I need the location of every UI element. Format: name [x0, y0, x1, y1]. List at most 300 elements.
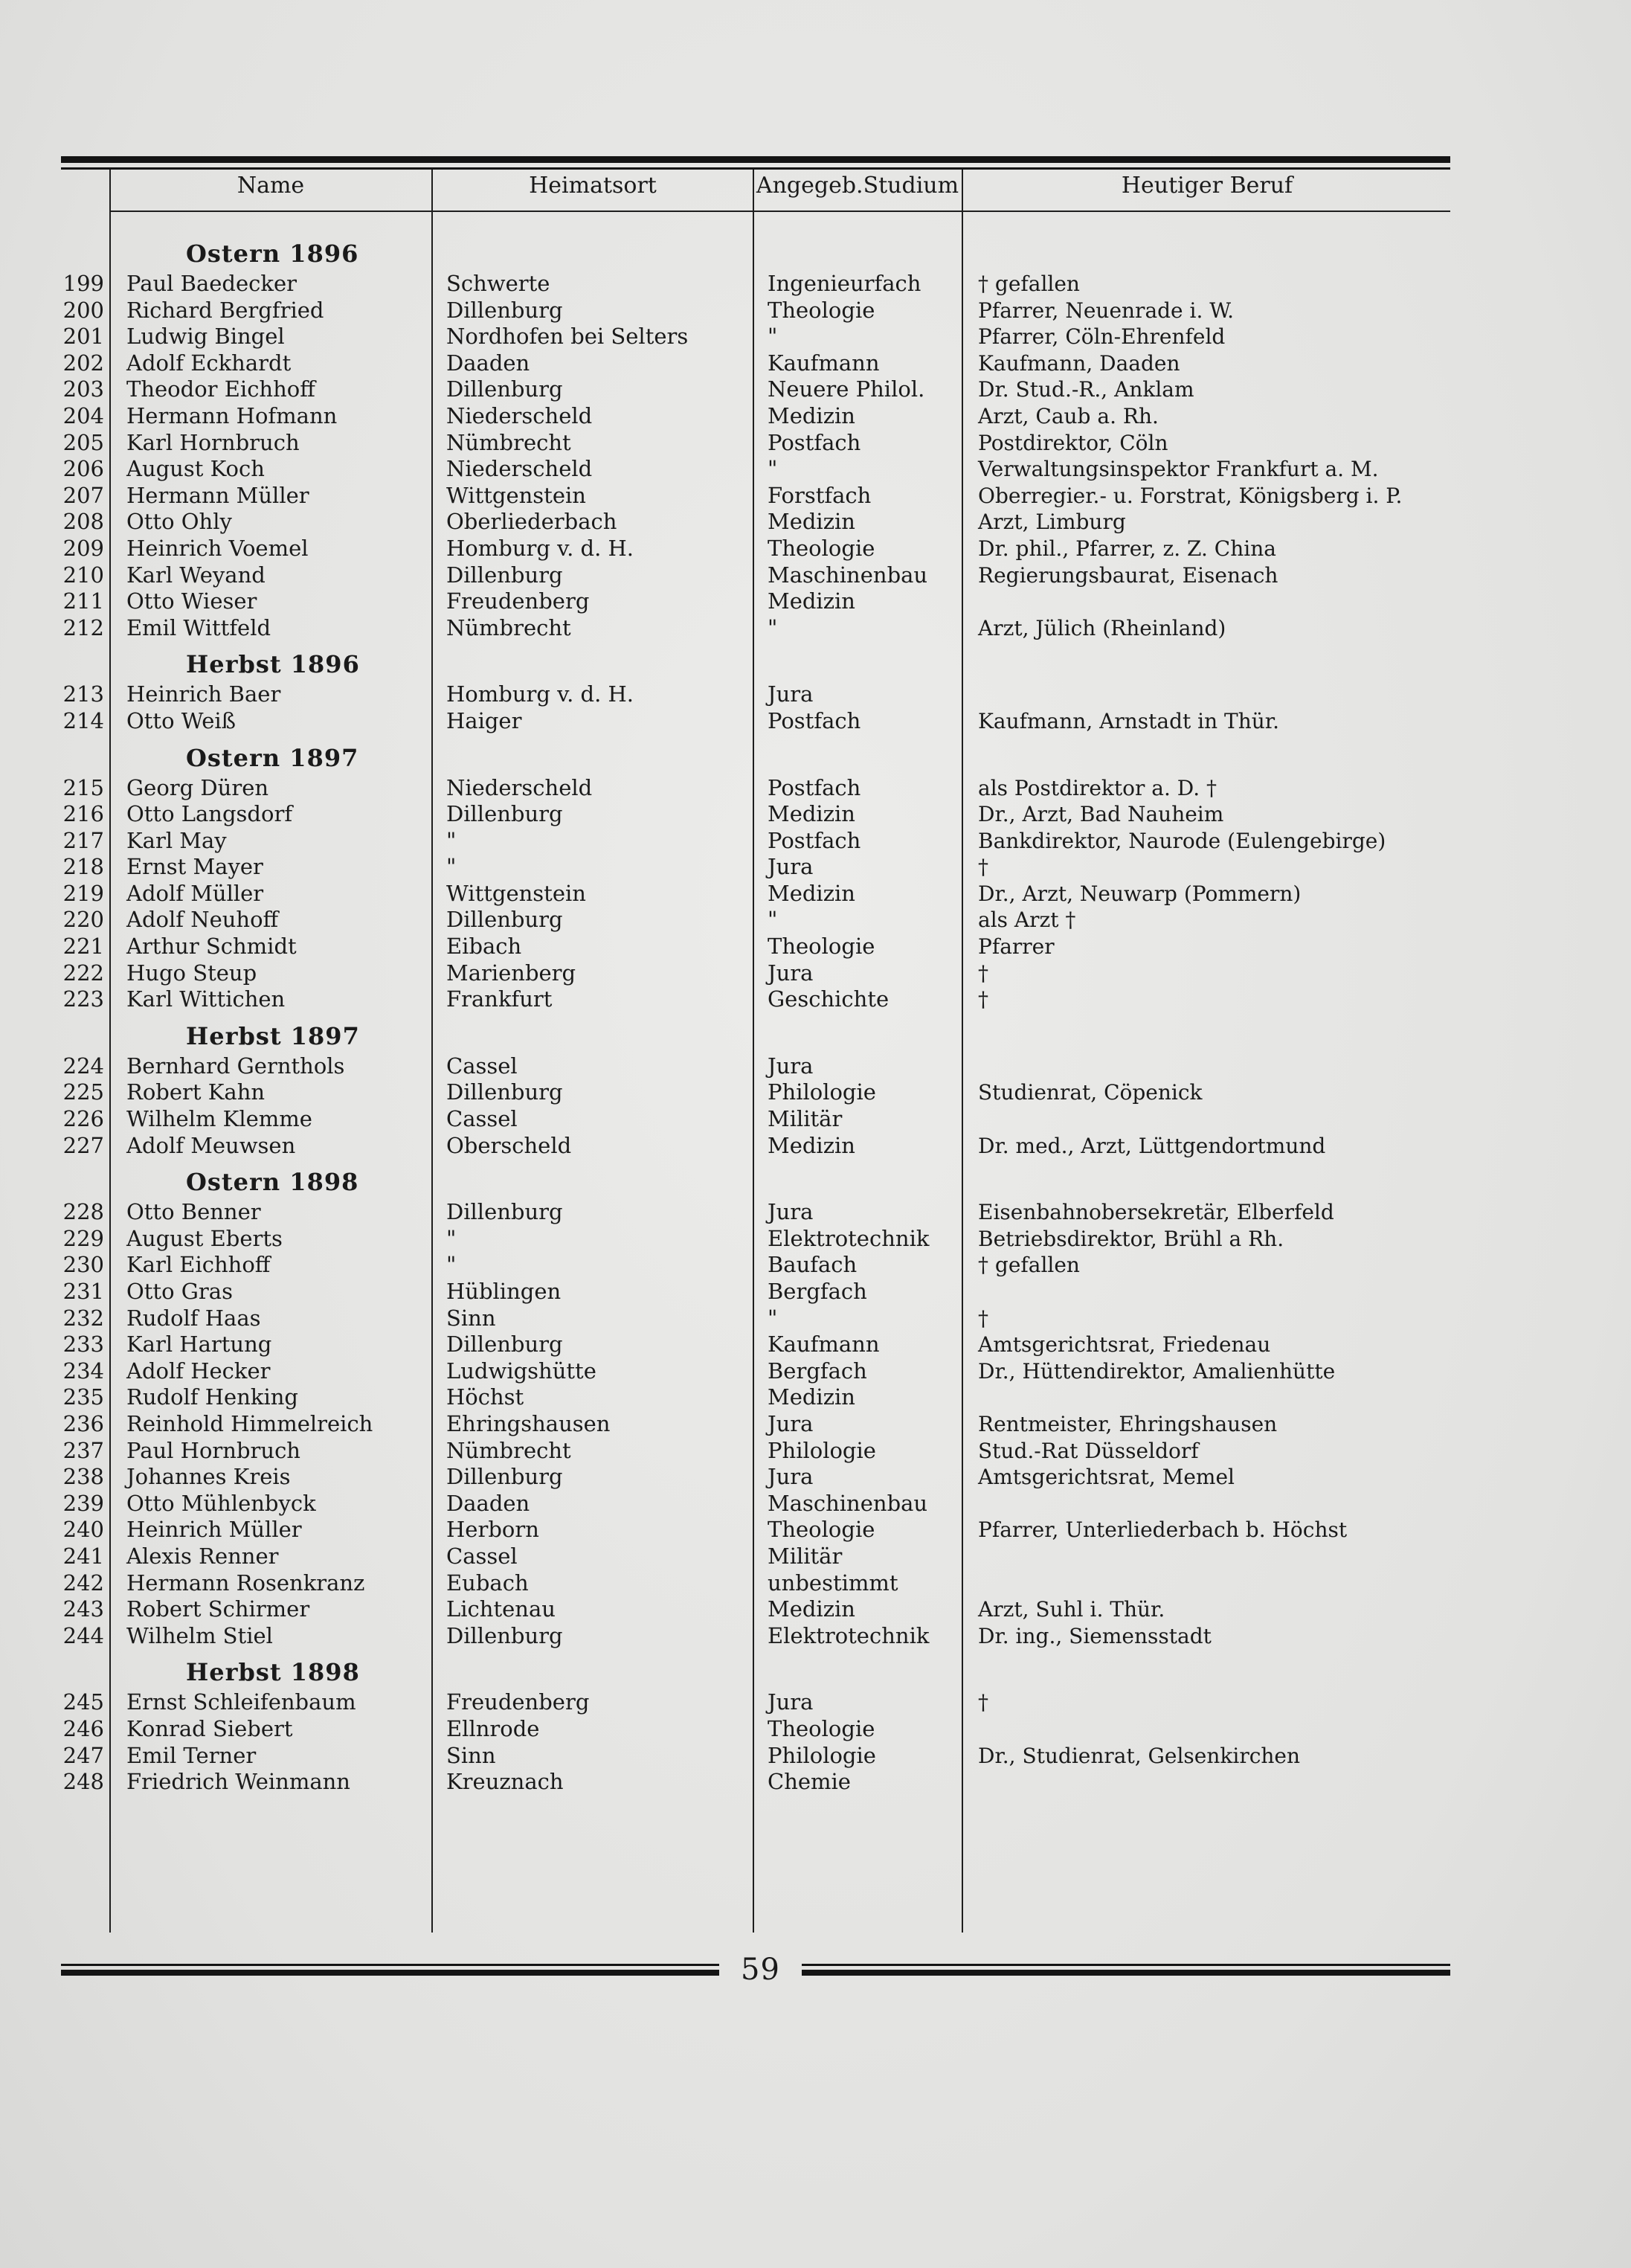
entry-name: Adolf Hecker [126, 1358, 271, 1384]
entry-hometown: Homburg v. d. H. [446, 681, 634, 707]
entry-number: 213 [62, 681, 104, 707]
entry-number: 241 [62, 1543, 104, 1569]
table-row [0, 1491, 1631, 1517]
entry-number: 201 [62, 324, 104, 350]
entry-name: Otto Wieser [126, 588, 257, 614]
entry-number: 214 [62, 707, 104, 733]
entry-hometown: Nümbrecht [446, 1437, 571, 1463]
entry-study: Philologie [768, 1437, 876, 1463]
entry-name: Konrad Siebert [126, 1715, 293, 1741]
entry-number: 216 [62, 801, 104, 827]
entry-name: Robert Schirmer [126, 1596, 310, 1622]
entry-number: 229 [62, 1225, 104, 1251]
entry-profession: † gefallen [978, 272, 1080, 296]
entry-name: Ernst Schleifenbaum [126, 1689, 356, 1715]
entry-hometown: Nümbrecht [446, 614, 571, 640]
entry-name: Otto Weiß [126, 707, 237, 733]
entry-profession: Dr. med., Arzt, Lüttgendortmund [978, 1133, 1326, 1158]
table-row [0, 1279, 1631, 1305]
entry-study: Jura [768, 1199, 814, 1225]
entry-profession: Kaufmann, Daaden [978, 350, 1180, 376]
table-row [0, 376, 1631, 403]
entry-number: 224 [62, 1053, 104, 1079]
entry-profession: Studienrat, Cöpenick [978, 1080, 1203, 1105]
table-row [0, 1384, 1631, 1411]
entry-hometown: Eubach [446, 1570, 529, 1596]
entry-study: Medizin [768, 1384, 855, 1410]
entry-profession: † [978, 960, 988, 986]
entry-hometown: Cassel [446, 1543, 518, 1569]
entry-name: Reinhold Himmelreich [126, 1410, 373, 1436]
entry-study: Jura [768, 854, 814, 880]
entry-hometown: Dillenburg [446, 376, 563, 402]
entry-number: 210 [62, 562, 104, 588]
entry-number: 221 [62, 934, 104, 960]
entry-profession: Betriebsdirektor, Brühl a Rh. [978, 1226, 1284, 1251]
entry-hometown: Sinn [446, 1742, 496, 1768]
table-row [0, 456, 1631, 483]
table-row [0, 1053, 1631, 1080]
table-row [0, 1199, 1631, 1226]
entry-name: Hugo Steup [126, 960, 257, 986]
entry-hometown: Cassel [446, 1106, 518, 1132]
table-row [0, 350, 1631, 377]
semester-heading: Ostern 1898 [186, 1168, 359, 1197]
entry-study: Bergfach [768, 1279, 867, 1304]
entry-study: Neuere Philol. [768, 376, 925, 402]
entry-profession: Pfarrer, Neuenrade i. W. [978, 298, 1235, 323]
entry-name: Otto Gras [126, 1279, 233, 1304]
entry-name: Rudolf Haas [126, 1305, 261, 1331]
entry-profession: Pfarrer, Unterliederbach b. Höchst [978, 1517, 1348, 1543]
entry-study: Jura [768, 1464, 814, 1490]
table-row [0, 403, 1631, 430]
entry-number: 240 [62, 1517, 104, 1543]
page-number: 59 [741, 1953, 780, 1987]
entry-number: 203 [62, 376, 104, 402]
entry-study: Theologie [768, 934, 875, 960]
entry-name: Arthur Schmidt [126, 934, 297, 960]
entry-hometown: Dillenburg [446, 1199, 563, 1225]
entry-profession: Dr., Hüttendirektor, Amalienhütte [978, 1358, 1336, 1384]
table-row [0, 907, 1631, 934]
entry-number: 239 [62, 1490, 104, 1516]
entry-study: " [768, 324, 778, 350]
entry-number: 235 [62, 1384, 104, 1410]
entry-hometown: Cassel [446, 1053, 518, 1079]
entry-study: Philologie [768, 1742, 876, 1768]
entry-number: 234 [62, 1358, 104, 1384]
entry-hometown: Lichtenau [446, 1596, 556, 1622]
entry-hometown: Schwerte [446, 271, 550, 296]
table-row [0, 1769, 1631, 1796]
entry-number: 207 [62, 482, 104, 508]
entry-number: 211 [62, 588, 104, 614]
entry-number: 238 [62, 1464, 104, 1490]
entry-number: 215 [62, 774, 104, 800]
entry-profession: † [978, 1305, 988, 1331]
entry-study: Jura [768, 681, 814, 707]
entry-number: 233 [62, 1331, 104, 1358]
semester-heading: Herbst 1898 [186, 1658, 360, 1687]
entry-study: Chemie [768, 1769, 851, 1795]
entry-study: Medizin [768, 880, 855, 906]
table-row [0, 1305, 1631, 1332]
bottom-left-thick [61, 1970, 719, 1976]
entry-number: 237 [62, 1437, 104, 1463]
entry-hometown: Oberliederbach [446, 509, 617, 535]
entry-name: Hermann Rosenkranz [126, 1570, 365, 1596]
entry-hometown: " [446, 1225, 457, 1251]
entry-name: Friedrich Weinmann [126, 1769, 350, 1795]
table-row [0, 934, 1631, 960]
table-row [0, 1358, 1631, 1385]
entry-name: Hermann Hofmann [126, 402, 338, 428]
entry-profession: Regierungsbaurat, Eisenach [978, 562, 1278, 588]
entry-hometown: Sinn [446, 1305, 496, 1331]
bottom-right-thin [802, 1964, 1450, 1966]
header-name: Name [237, 173, 305, 199]
entry-hometown: Hüblingen [446, 1279, 562, 1304]
entry-name: Adolf Eckhardt [126, 350, 292, 376]
entry-name: Johannes Kreis [126, 1464, 291, 1490]
entry-number: 243 [62, 1596, 104, 1622]
entry-number: 236 [62, 1410, 104, 1436]
entry-hometown: Ludwigshütte [446, 1358, 596, 1384]
table-row [0, 1079, 1631, 1106]
table-row [0, 588, 1631, 615]
entry-study: Postfach [768, 707, 861, 733]
entry-number: 225 [62, 1079, 104, 1105]
entry-profession: Amtsgerichtsrat, Memel [978, 1465, 1235, 1490]
entry-profession: Arzt, Limburg [978, 510, 1126, 535]
entry-name: Hermann Müller [126, 482, 309, 508]
entry-number: 228 [62, 1199, 104, 1225]
entry-profession: Postdirektor, Cöln [978, 430, 1168, 455]
table-row [0, 298, 1631, 324]
entry-number: 242 [62, 1570, 104, 1596]
entry-name: Heinrich Müller [126, 1517, 302, 1543]
entry-number: 218 [62, 854, 104, 880]
entry-name: August Eberts [126, 1225, 283, 1251]
entry-name: Otto Mühlenbyck [126, 1490, 316, 1516]
entry-profession: Stud.-Rat Düsseldorf [978, 1438, 1199, 1463]
table-row [0, 1411, 1631, 1438]
entry-hometown: Dillenburg [446, 1464, 563, 1490]
entry-hometown: Nümbrecht [446, 429, 571, 455]
entry-name: Karl Hornbruch [126, 429, 300, 455]
entry-profession: Eisenbahnobersekretär, Elberfeld [978, 1200, 1334, 1225]
entry-name: Wilhelm Stiel [126, 1622, 273, 1648]
entry-name: Georg Düren [126, 774, 269, 800]
entry-profession: Dr., Arzt, Neuwarp (Pommern) [978, 881, 1302, 906]
table-row [0, 1252, 1631, 1279]
entry-number: 204 [62, 402, 104, 428]
semester-heading: Herbst 1896 [186, 650, 360, 679]
entry-number: 231 [62, 1279, 104, 1304]
entry-study: Jura [768, 960, 814, 986]
entry-number: 219 [62, 880, 104, 906]
entry-hometown: Wittgenstein [446, 880, 586, 906]
entry-number: 226 [62, 1106, 104, 1132]
entry-profession: Arzt, Caub a. Rh. [978, 403, 1159, 428]
entry-study: Militär [768, 1543, 843, 1569]
entry-name: Theodor Eichhoff [126, 376, 315, 402]
table-row [0, 1743, 1631, 1770]
bottom-rule-left [61, 1964, 719, 1976]
entry-profession: † [978, 987, 988, 1012]
entry-study: Ingenieurfach [768, 271, 921, 296]
table-row [0, 986, 1631, 1013]
entry-profession: Dr. ing., Siemensstadt [978, 1623, 1212, 1648]
entry-profession: Oberregier.- u. Forstrat, Königsberg i. P. [978, 483, 1403, 508]
entry-study: Jura [768, 1689, 814, 1715]
entry-study: Theologie [768, 297, 875, 323]
entry-number: 217 [62, 827, 104, 853]
entry-hometown: Dillenburg [446, 907, 563, 933]
entry-number: 230 [62, 1252, 104, 1278]
entry-hometown: Oberscheld [446, 1132, 572, 1158]
entry-study: Maschinenbau [768, 562, 928, 588]
entry-number: 232 [62, 1305, 104, 1331]
entry-hometown: " [446, 827, 457, 853]
entry-study: Postfach [768, 774, 861, 800]
semester-heading: Herbst 1897 [186, 1021, 360, 1050]
entry-profession: Verwaltungsinspektor Frankfurt a. M. [978, 457, 1379, 482]
entry-study: Theologie [768, 1715, 875, 1741]
entry-hometown: Daaden [446, 350, 530, 376]
entry-name: Karl Hartung [126, 1331, 272, 1358]
table-row [0, 271, 1631, 298]
entry-study: Baufach [768, 1252, 858, 1278]
entry-name: Ludwig Bingel [126, 324, 285, 350]
entry-profession: † gefallen [978, 1253, 1080, 1278]
entry-name: Paul Hornbruch [126, 1437, 300, 1463]
entry-study: Geschichte [768, 986, 890, 1012]
top-rule-thin [61, 167, 1450, 170]
entry-name: Otto Benner [126, 1199, 261, 1225]
entry-study: Medizin [768, 588, 855, 614]
entry-study: Medizin [768, 1132, 855, 1158]
entry-hometown: " [446, 1252, 457, 1278]
entry-study: Elektrotechnik [768, 1225, 930, 1251]
semester-heading: Ostern 1897 [186, 743, 359, 772]
table-row [0, 1570, 1631, 1597]
entry-profession: Pfarrer [978, 934, 1055, 960]
table-body [0, 231, 1631, 1796]
header-home: Heimatsort [529, 173, 657, 199]
entry-name: Adolf Müller [126, 880, 264, 906]
top-rule-thick [61, 156, 1450, 163]
entry-profession: † [978, 1690, 988, 1715]
entry-hometown: Dillenburg [446, 1622, 563, 1648]
entry-study: Militär [768, 1106, 843, 1132]
entry-hometown: Niederscheld [446, 774, 593, 800]
entry-study: Theologie [768, 535, 875, 561]
entry-hometown: Dillenburg [446, 297, 563, 323]
entry-name: August Koch [126, 456, 265, 482]
entry-name: Richard Bergfried [126, 297, 324, 323]
entry-number: 227 [62, 1132, 104, 1158]
table-row [0, 483, 1631, 510]
entry-hometown: Freudenberg [446, 1689, 590, 1715]
entry-number: 246 [62, 1715, 104, 1741]
entry-hometown: Dillenburg [446, 1331, 563, 1358]
table-row [0, 881, 1631, 907]
entry-hometown: Eibach [446, 934, 522, 960]
entry-number: 245 [62, 1689, 104, 1715]
entry-number: 199 [62, 271, 104, 296]
entry-hometown: Ehringshausen [446, 1410, 611, 1436]
entry-study: Jura [768, 1053, 814, 1079]
entry-hometown: Höchst [446, 1384, 524, 1410]
entry-profession: Arzt, Jülich (Rheinland) [978, 615, 1226, 640]
entry-name: Otto Langsdorf [126, 801, 293, 827]
table-row [0, 775, 1631, 802]
header-rule [109, 211, 1450, 212]
bottom-rule-right [802, 1964, 1450, 1976]
entry-study: " [768, 1305, 778, 1331]
entry-hometown: Kreuznach [446, 1769, 564, 1795]
entry-number: 212 [62, 614, 104, 640]
entry-study: Theologie [768, 1517, 875, 1543]
entry-hometown: Nordhofen bei Selters [446, 324, 689, 350]
entry-hometown: Marienberg [446, 960, 576, 986]
table-row [0, 1623, 1631, 1650]
entry-study: Medizin [768, 402, 855, 428]
entry-number: 222 [62, 960, 104, 986]
entry-study: Kaufmann [768, 1331, 880, 1358]
entry-study: Kaufmann [768, 350, 880, 376]
entry-number: 200 [62, 297, 104, 323]
entry-hometown: Wittgenstein [446, 482, 586, 508]
table-row [0, 615, 1631, 642]
entry-study: Medizin [768, 509, 855, 535]
entry-name: Karl Eichhoff [126, 1252, 271, 1278]
table-row [0, 1716, 1631, 1743]
table-row [0, 1689, 1631, 1716]
entry-study: " [768, 614, 778, 640]
entry-name: Bernhard Gernthols [126, 1053, 345, 1079]
table-row [0, 1331, 1631, 1358]
entry-hometown: Dillenburg [446, 562, 563, 588]
entry-hometown: Niederscheld [446, 456, 593, 482]
entry-number: 209 [62, 535, 104, 561]
entry-number: 247 [62, 1742, 104, 1768]
entry-name: Heinrich Voemel [126, 535, 309, 561]
entry-study: " [768, 907, 778, 933]
entry-study: Philologie [768, 1079, 876, 1105]
entry-profession: Amtsgerichtsrat, Friedenau [978, 1332, 1271, 1358]
bottom-left-thin [61, 1964, 719, 1966]
table-header [112, 173, 1450, 205]
table-row [0, 1438, 1631, 1465]
header-job: Heutiger Beruf [1121, 173, 1293, 199]
table-row [0, 854, 1631, 881]
entry-name: Robert Kahn [126, 1079, 266, 1105]
entry-name: Rudolf Henking [126, 1384, 298, 1410]
entry-study: Jura [768, 1410, 814, 1436]
entry-study: unbestimmt [768, 1570, 898, 1596]
entry-study: Medizin [768, 801, 855, 827]
table-row [0, 509, 1631, 536]
table-row [0, 1226, 1631, 1253]
entry-name: Alexis Renner [126, 1543, 279, 1569]
entry-study: Forstfach [768, 482, 872, 508]
entry-name: Adolf Meuwsen [126, 1132, 296, 1158]
entry-hometown: Frankfurt [446, 986, 553, 1012]
entry-number: 205 [62, 429, 104, 455]
entry-name: Karl Wittichen [126, 986, 286, 1012]
entry-profession: † [978, 855, 988, 880]
entry-number: 223 [62, 986, 104, 1012]
entry-name: Adolf Neuhoff [126, 907, 279, 933]
table-row [0, 708, 1631, 735]
entry-study: " [768, 456, 778, 482]
entry-profession: Dr., Arzt, Bad Nauheim [978, 802, 1224, 827]
table-row [0, 324, 1631, 350]
table-row [0, 1106, 1631, 1133]
entry-study: Bergfach [768, 1358, 867, 1384]
entry-hometown: Niederscheld [446, 402, 593, 428]
entry-name: Wilhelm Klemme [126, 1106, 312, 1132]
entry-hometown: Haiger [446, 707, 522, 733]
entry-name: Karl Weyand [126, 562, 266, 588]
entry-name: Emil Wittfeld [126, 614, 271, 640]
entry-profession: als Postdirektor a. D. † [978, 775, 1217, 800]
table-row [0, 430, 1631, 457]
entry-hometown: Homburg v. d. H. [446, 535, 634, 561]
table-row [0, 1543, 1631, 1570]
entry-profession: Dr. phil., Pfarrer, z. Z. China [978, 536, 1276, 561]
entry-number: 202 [62, 350, 104, 376]
entry-hometown: Herborn [446, 1517, 539, 1543]
entry-profession: Rentmeister, Ehringshausen [978, 1411, 1278, 1436]
entry-number: 206 [62, 456, 104, 482]
entry-profession: Dr., Studienrat, Gelsenkirchen [978, 1743, 1301, 1768]
table-row [0, 681, 1631, 708]
entry-study: Maschinenbau [768, 1490, 928, 1516]
table-row [0, 1517, 1631, 1543]
top-double-rule [61, 156, 1450, 170]
entry-study: Elektrotechnik [768, 1622, 930, 1648]
entry-profession: Kaufmann, Arnstadt in Thür. [978, 708, 1279, 733]
entry-profession: Dr. Stud.-R., Anklam [978, 377, 1194, 402]
entry-number: 208 [62, 509, 104, 535]
entry-hometown: Daaden [446, 1490, 530, 1516]
table-row [0, 960, 1631, 987]
entry-number: 248 [62, 1769, 104, 1795]
table-row [0, 1596, 1631, 1623]
entry-profession: Arzt, Suhl i. Thür. [978, 1597, 1165, 1622]
table-row [0, 536, 1631, 562]
entry-name: Ernst Mayer [126, 854, 263, 880]
table-row [0, 1464, 1631, 1491]
entry-profession: als Arzt † [978, 907, 1076, 933]
table-row [0, 1133, 1631, 1160]
table-row [0, 562, 1631, 589]
entry-study: Postfach [768, 429, 861, 455]
entry-hometown: " [446, 854, 457, 880]
entry-name: Emil Terner [126, 1742, 257, 1768]
entry-number: 244 [62, 1622, 104, 1648]
table-row [0, 801, 1631, 828]
entry-number: 220 [62, 907, 104, 933]
entry-hometown: Ellnrode [446, 1715, 540, 1741]
entry-profession: Pfarrer, Cöln-Ehrenfeld [978, 324, 1226, 350]
entry-hometown: Dillenburg [446, 801, 563, 827]
header-study: Angegeb.Studium [756, 173, 959, 199]
